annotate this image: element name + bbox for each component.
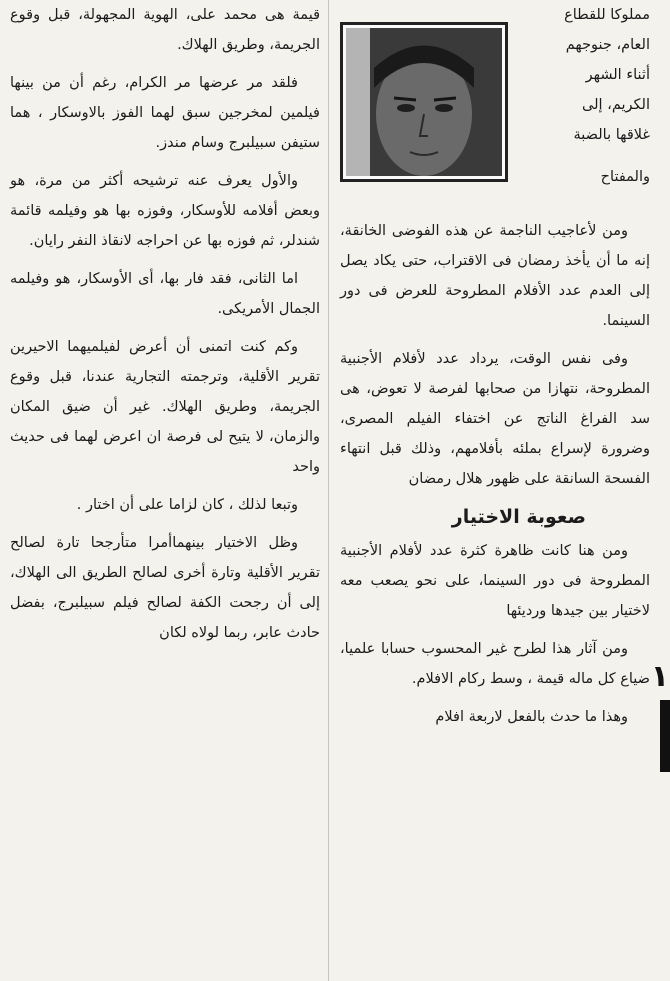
left-paragraph-7: وظل الاختيار بينهماأمرا متأرجحا تارة لصالح تقرير الأقلية وتارة أخرى لصالح الطريق الى الهلاك، إلى أن رجحت الكفة لصالح فيلم سبيلبرج، بفضل حادث عابر، ربما لولاه لكان bbox=[10, 535, 320, 641]
intro-line: أثناء الشهر bbox=[585, 67, 650, 83]
section-subhead: صعوبة الاختيار bbox=[451, 506, 586, 528]
portrait-photo-icon bbox=[346, 28, 502, 176]
left-column bbox=[10, 0, 320, 656]
right-paragraph-2: وفى نفس الوقت، يرداد عدد لأفلام الأجنبية المطروحة، نتهازا من صحابها لفرصة لا تعوض، هى سد الفراغ الناتج عن اختفاء الفيلم المصرى، وضرورة لإسراع بملئه بأفلامهم، وذلك قبل انتهاء الفسحة السانقة على ظهور هلال رمضان bbox=[340, 351, 650, 487]
intro-line: مملوكا للقطاع bbox=[564, 7, 650, 23]
intro-line: العام، جنوجهم bbox=[565, 37, 650, 53]
page-marker bbox=[650, 659, 670, 772]
intro-lines bbox=[514, 0, 650, 192]
article-photo-frame bbox=[340, 22, 508, 182]
left-paragraph-3: والأول يعرف عنه ترشيحه أكثر من مرة، هو وبعض أفلامه للأوسكار، وفوزه بها هو وفيلمه قائمة شندلر، ثم فوزه بها عن احراجه لانقاذ النفر رايان. bbox=[10, 173, 320, 249]
left-paragraph-2: فلقد مر عرضها مر الكرام، رغم أن من بينها فيلمين لمخرجين سبق لهما الفوز بالاوسكار ، هما ستيفن سبيلبرج وسام مندز. bbox=[10, 75, 320, 151]
right-paragraph-5: وهذا ما حدث بالفعل لاربعة افلام bbox=[435, 709, 628, 725]
left-paragraph-4: اما الثانى، فقد فار بها، أى الأوسكار، هو وفيلمه الجمال الأمريكى. bbox=[10, 271, 320, 317]
left-paragraph-5: وكم كنت اتمنى أن أعرض لفيلميهما الاحيرين تقرير الأقلية، وترجمته التجارية عندنا، قبل وقوع الجريمة، وطريق الهلاك. غير أن ضيق المكان والزمان، لا يتيح لى فرصة ان اعرض لهما فى حديث واحد bbox=[10, 339, 320, 475]
right-paragraph-1: ومن لأعاجيب الناجمة عن هذه الفوضى الخانقة، إنه ما أن يأخذ رمضان فى الاقتراب، حتى يكاد يصل إلى العدم عدد الأفلام المطروحة للعرض فى دور السينما. bbox=[340, 223, 650, 329]
intro-line: غلاقها بالضبة bbox=[573, 127, 650, 143]
right-paragraph-4: ومن آثار هذا لطرح غير المحسوب حسابا علميا، ضياع كل ماله قيمة ، وسط ركام الافلام. bbox=[340, 641, 650, 687]
intro-line: والمفتاح bbox=[600, 169, 650, 185]
right-paragraph-3: ومن هنا كانت ظاهرة كثرة عدد لأفلام الأجنبية المطروحة فى دور السينما، على نحو يصعب معه لاختيار بين جيدها ورديئها bbox=[340, 543, 650, 619]
left-paragraph-6: وتبعا لذلك ، كان لزاما على أن اختار . bbox=[76, 497, 298, 513]
left-paragraph-1: قيمة هى محمد على، الهوية المجهولة، قبل وقوع الجريمة، وطريق الهلاك. bbox=[10, 7, 320, 53]
page-number: ١ bbox=[650, 659, 669, 694]
page-marker-bar bbox=[660, 700, 670, 772]
column-divider bbox=[328, 0, 329, 981]
intro-line: الكريم، إلى bbox=[582, 97, 650, 113]
right-column bbox=[340, 216, 650, 740]
